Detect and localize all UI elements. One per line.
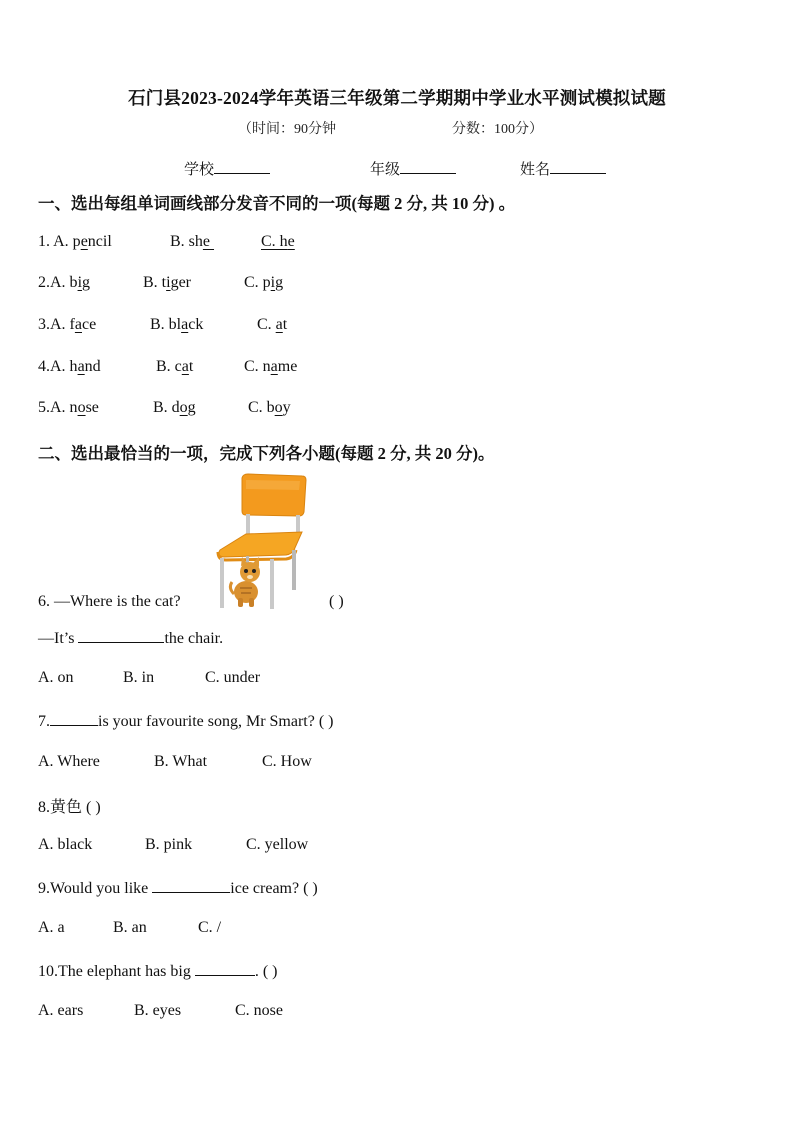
question-3-option-c: C. at (257, 316, 288, 333)
question-2-option-b: B. tiger (143, 274, 192, 291)
question-2-option-c: C. pig (244, 274, 284, 291)
school-blank[interactable] (214, 159, 270, 174)
question-4: 4.A. hand (38, 358, 101, 375)
question-1-option-b: B. she (170, 233, 211, 250)
name-field (520, 158, 606, 179)
time-label: （时间：90分钟 (238, 122, 336, 137)
question-7-blank[interactable] (50, 711, 98, 726)
grade-field (370, 158, 456, 179)
question-2: 2.A. big (38, 274, 91, 291)
question-5-option-c: C. boy (248, 399, 291, 416)
question-10-option-c[interactable]: C. nose (235, 1002, 283, 1019)
question-6-option-c[interactable]: C. under (205, 669, 261, 686)
question-7-stem: 7. is your favourite song, Mr Smart? ( ) (38, 713, 334, 730)
name-blank[interactable] (550, 159, 606, 174)
question-6-answer-line: —It’s the chair. (38, 630, 224, 647)
question-3-option-b: B. black (150, 316, 204, 333)
question-9-option-c[interactable]: C. / (198, 919, 222, 936)
question-6-option-b[interactable]: B. in (123, 669, 155, 686)
question-8-stem: 8.黄色 ( ) (38, 799, 101, 816)
question-6-stem: 6. —Where is the cat? (38, 593, 181, 610)
chair-with-cat-illustration (206, 470, 312, 612)
school-label: 学校 (184, 162, 215, 178)
grade-label: 年级 (370, 162, 401, 178)
question-8-option-a[interactable]: A. black (38, 836, 93, 853)
question-5: 5.A. nose (38, 399, 99, 416)
question-4-option-c: C. name (244, 358, 298, 375)
question-3: 3.A. face (38, 316, 97, 333)
question-10-stem: 10.The elephant has big . ( ) (38, 963, 278, 980)
question-10-option-a[interactable]: A. ears (38, 1002, 84, 1019)
question-10-blank[interactable] (195, 961, 255, 976)
question-6-option-a[interactable]: A. on (38, 669, 74, 686)
question-6-blank[interactable] (78, 628, 164, 643)
question-5-option-b: B. dog (153, 399, 196, 416)
grade-blank[interactable] (400, 159, 456, 174)
question-8-option-b[interactable]: B. pink (145, 836, 193, 853)
section1-title: 一、选出每组单词画线部分发音不同的一项(每题 2 分, 共 10 分) 。 (38, 194, 516, 213)
question-7-option-a[interactable]: A. Where (38, 753, 100, 770)
question-9-option-b[interactable]: B. an (113, 919, 147, 936)
question-6-answer-paren[interactable]: ( ) (329, 593, 344, 610)
question-4-option-b: B. cat (156, 358, 194, 375)
question-8-option-c[interactable]: C. yellow (246, 836, 309, 853)
question-7-option-c[interactable]: C. How (262, 753, 312, 770)
question-9-stem: 9.Would you like ice cream? ( ) (38, 880, 318, 897)
section2-title: 二、选出最恰当的一项，完成下列各小题(每题 2 分, 共 20 分)。 (38, 444, 495, 463)
page-title: 石门县2023-2024学年英语三年级第二学期期中学业水平测试模拟试题 (128, 88, 666, 108)
question-1-option-c: C. he (261, 233, 295, 250)
question-10-option-b[interactable]: B. eyes (134, 1002, 182, 1019)
question-1: 1. A. pencil (38, 233, 112, 250)
name-label: 姓名 (520, 162, 551, 178)
score-label: 分数：100分） (452, 122, 543, 137)
chair-seat (219, 532, 302, 557)
question-7-option-b[interactable]: B. What (154, 753, 208, 770)
question-9-option-a[interactable]: A. a (38, 919, 65, 936)
cat-icon (230, 557, 260, 607)
question-9-blank[interactable] (152, 878, 230, 893)
school-field (184, 158, 270, 179)
